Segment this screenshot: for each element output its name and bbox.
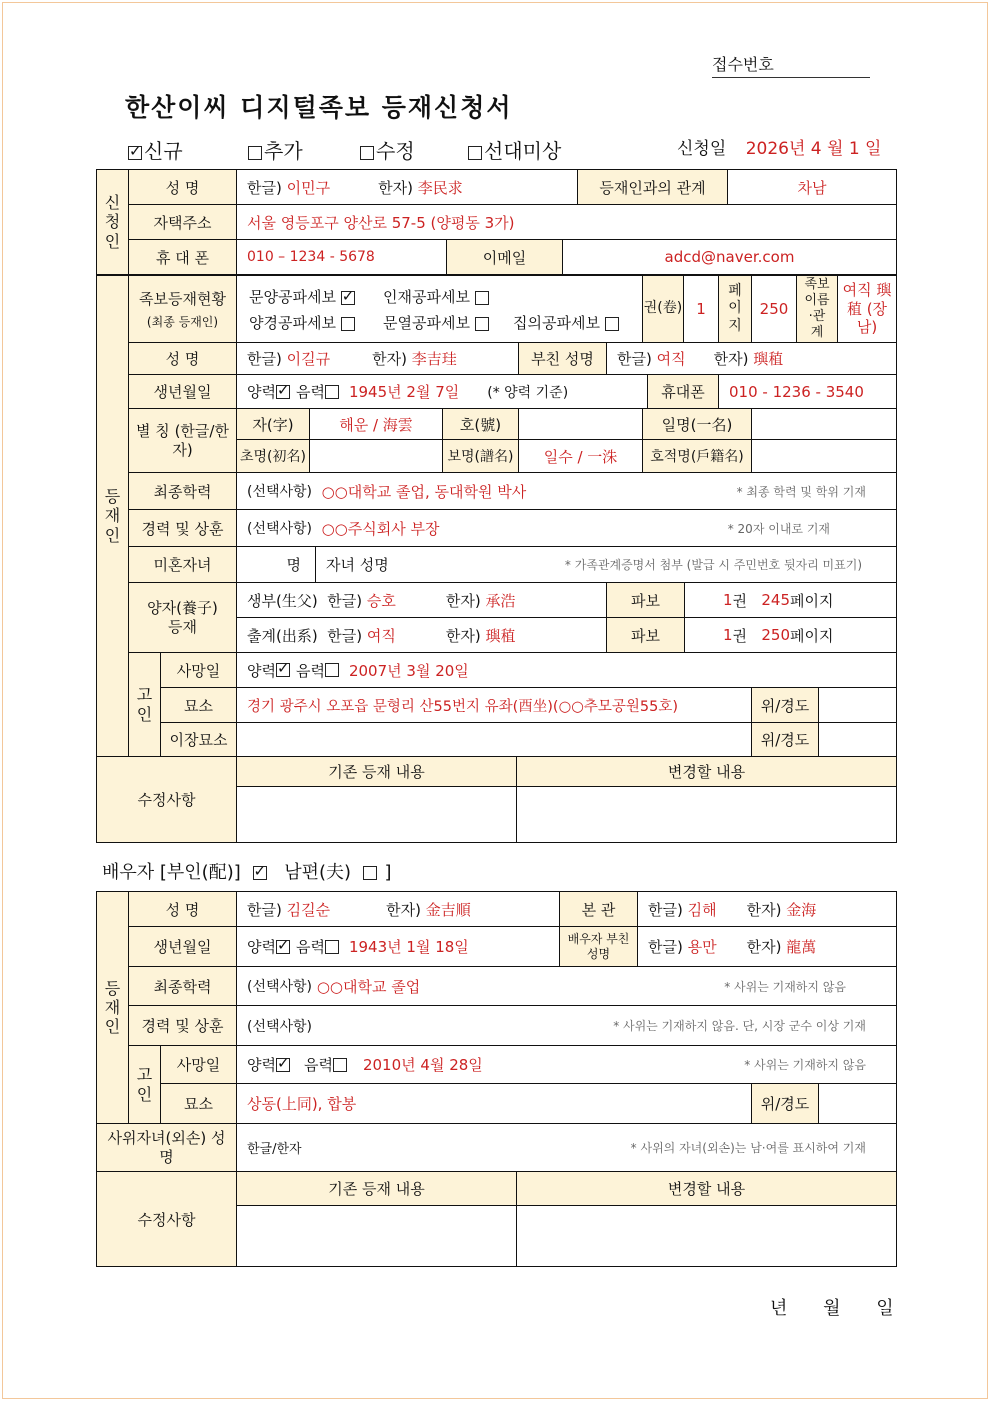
email-field[interactable]: adcd@naver.com bbox=[562, 239, 897, 275]
registrant-grave-label: 묘소 bbox=[160, 687, 237, 723]
spouse-birth-lunar-checkbox[interactable] bbox=[325, 940, 339, 954]
spouse-death-field[interactable]: 양력 ✓ 음력 2010년 4월 28일 * 사위는 기재하지 않음 bbox=[236, 1045, 897, 1084]
unmarried-children-label: 미혼자녀 bbox=[128, 546, 237, 583]
unmarried-names-field[interactable]: 자녀 성명 * 가족관계증명서 첨부 (발급 시 주민번호 뒷자리 미표기) bbox=[315, 546, 897, 583]
registrant-deceased-label: 고인 bbox=[128, 652, 161, 757]
moved-grave-field[interactable] bbox=[236, 722, 752, 757]
spouse-father-field[interactable]: 한글) 용만 한자) 龍萬 bbox=[637, 926, 897, 967]
moved-grave-label: 이장묘소 bbox=[160, 722, 237, 757]
ja-label: 자(字) bbox=[236, 408, 310, 440]
edit1-new-field[interactable] bbox=[516, 786, 897, 843]
relation-field[interactable]: 차남 bbox=[727, 169, 897, 205]
spouse-birth-label: 생년월일 bbox=[128, 926, 237, 967]
registrant-grave-coord-field[interactable] bbox=[818, 687, 897, 723]
receipt-number-label: 접수번호 bbox=[712, 55, 774, 74]
father-name-field[interactable]: 한글) 여직 한자) 璵稙 bbox=[606, 342, 897, 375]
registrant-phone-field[interactable]: 010 - 1236 - 3540 bbox=[718, 374, 897, 409]
spouse-bongwan-label: 본 관 bbox=[559, 891, 638, 927]
registrant-edu-field[interactable]: (선택사항) ○○대학교 졸업, 동대학원 박사 * 최종 학력 및 학위 기재 bbox=[236, 472, 897, 510]
edit2-old-label: 기존 등재 내용 bbox=[236, 1171, 517, 1206]
spouse-grave-field[interactable]: 상동(上同), 합봉 bbox=[236, 1083, 752, 1124]
type-new-option[interactable]: ✓신규 bbox=[128, 135, 183, 164]
edit2-label: 수정사항 bbox=[96, 1171, 237, 1267]
type-add-option[interactable]: 추가 bbox=[248, 135, 303, 164]
adopt-pabo-label: 파보 bbox=[606, 617, 685, 653]
genealogy-name-label: 족보이름·관계 bbox=[796, 275, 838, 343]
spouse-name-label: 성 명 bbox=[128, 891, 237, 927]
ho-field[interactable] bbox=[518, 408, 643, 440]
spouse-husband-checkbox[interactable] bbox=[363, 866, 377, 880]
applicant-section-label: 신청인 bbox=[96, 169, 129, 275]
edit2-new-label: 변경할 내용 bbox=[516, 1171, 897, 1206]
edit1-label: 수정사항 bbox=[96, 756, 237, 843]
registrant-career-field[interactable]: (선택사항) ○○주식회사 부장 * 20자 이내로 기재 bbox=[236, 509, 897, 547]
application-date-label: 신청일 bbox=[677, 139, 727, 159]
registrant-death-label: 사망일 bbox=[160, 652, 237, 688]
bomyeong-field[interactable]: 일수 / 一洙 bbox=[518, 439, 643, 473]
spouse-death-solar-checkbox[interactable] bbox=[276, 1058, 290, 1072]
application-date bbox=[677, 134, 881, 159]
applicant-name-han: 李民求 bbox=[417, 178, 463, 197]
spouse-edu-label: 최종학력 bbox=[128, 966, 237, 1006]
spouse-header: 배우자 [부인(配)] ✓ 남편(夫) ] bbox=[102, 858, 392, 884]
unmarried-count-field[interactable]: 명 bbox=[236, 546, 316, 583]
spouse-name-field[interactable]: 한글) 김길순 한자) 金吉順 bbox=[236, 891, 560, 927]
book-munyeol[interactable]: 문열공파세보 bbox=[383, 312, 491, 333]
registrant-birth-field[interactable]: 양력 ✓ 음력 1945년 2월 7일 (* 양력 기준) bbox=[236, 374, 648, 409]
relation-label: 등재인과의 관계 bbox=[577, 169, 728, 205]
sonin-label: 사위자녀(외손) 성명 bbox=[96, 1123, 237, 1172]
edit1-old-label: 기존 등재 내용 bbox=[236, 756, 517, 787]
bio-father-field[interactable]: 생부(生父) 한글) 승호 한자) 承浩 bbox=[236, 582, 607, 618]
spouse-death-label: 사망일 bbox=[160, 1045, 237, 1084]
genealogy-status-label: 족보등재현황 (최종 등재인) bbox=[128, 275, 237, 343]
ilmyeong-field[interactable] bbox=[751, 408, 897, 440]
registrant-career-label: 경력 및 상훈 bbox=[128, 509, 237, 547]
applicant-name-kor: 이민구 bbox=[286, 178, 331, 197]
ja-field[interactable]: 해운 / 海雲 bbox=[309, 408, 443, 440]
address-label: 자택주소 bbox=[128, 204, 237, 240]
type-new-checkbox[interactable] bbox=[128, 146, 142, 160]
genealogy-name-field[interactable]: 여직 璵稙 (장남) bbox=[837, 275, 897, 343]
adopt-out-field[interactable]: 출계(出系) 한글) 여직 한자) 璵稙 bbox=[236, 617, 607, 653]
registrant-phone-label: 휴대폰 bbox=[647, 374, 719, 409]
form-title: 한산이씨 디지털족보 등재신청서 bbox=[125, 93, 513, 122]
application-date-value[interactable]: 2026년 4 월 1 일 bbox=[745, 139, 882, 159]
applicant-phone-field[interactable]: 010 – 1234 - 5678 bbox=[236, 239, 447, 275]
spouse-grave-coord-label: 위/경도 bbox=[751, 1083, 819, 1124]
hojeok-field[interactable] bbox=[751, 439, 897, 473]
applicant-name-label: 성 명 bbox=[128, 169, 237, 205]
registrant-section-label: 등재인 bbox=[96, 275, 129, 757]
registrant-edu-label: 최종학력 bbox=[128, 472, 237, 510]
spouse-career-field[interactable]: (선택사항) * 사위는 기재하지 않음. 단, 시장 군수 이상 기재 bbox=[236, 1005, 897, 1046]
email-label: 이메일 bbox=[446, 239, 563, 275]
ilmyeong-label: 일명(一名) bbox=[642, 408, 752, 440]
ho-label: 호(號) bbox=[442, 408, 519, 440]
volume-field[interactable]: 1 bbox=[683, 275, 719, 343]
registrant-grave-coord-label: 위/경도 bbox=[751, 687, 819, 723]
edit2-old-field[interactable] bbox=[236, 1205, 517, 1267]
page-field[interactable]: 250 bbox=[751, 275, 797, 343]
spouse-edu-field[interactable]: (선택사항) ○○대학교 졸업 * 사위는 기재하지 않음 bbox=[236, 966, 897, 1006]
alias-label: 별 칭 (한글/한자) bbox=[128, 408, 237, 473]
edit1-new-label: 변경할 내용 bbox=[516, 756, 897, 787]
spouse-wife-checkbox[interactable] bbox=[253, 866, 267, 880]
applicant-name-field[interactable]: 한글) 이민구 한자) 李民求 bbox=[236, 169, 578, 205]
moved-grave-coord-label: 위/경도 bbox=[751, 722, 819, 757]
edit2-new-field[interactable] bbox=[516, 1205, 897, 1267]
death-lunar-checkbox[interactable] bbox=[325, 663, 339, 677]
chomyeong-field[interactable] bbox=[309, 439, 443, 473]
type-add-checkbox[interactable] bbox=[248, 146, 262, 160]
father-name-label: 부친 성명 bbox=[518, 342, 607, 375]
edit1-old-field[interactable] bbox=[236, 786, 517, 843]
receipt-number-field[interactable] bbox=[712, 52, 870, 78]
registrant-birth-label: 생년월일 bbox=[128, 374, 237, 409]
birth-lunar-checkbox[interactable] bbox=[325, 385, 339, 399]
hojeok-label: 호적명(戶籍名) bbox=[642, 439, 752, 473]
footer-date[interactable]: 년 월 일 bbox=[770, 1298, 894, 1319]
adoption-label: 양자(養子) 등재 bbox=[128, 582, 237, 653]
book-yanggyeong[interactable]: 양경공파세보 bbox=[249, 312, 357, 333]
book-jibui[interactable]: 집의공파세보 bbox=[513, 312, 621, 333]
address-field[interactable]: 서울 영등포구 양산로 57-5 (양평동 3가) bbox=[236, 204, 897, 240]
book-munyang[interactable]: 문양공파세보 ✓ bbox=[249, 286, 357, 307]
sonin-field[interactable]: 한글/한자 * 사위의 자녀(외손)는 남·여를 표시하여 기재 bbox=[236, 1123, 897, 1172]
registrant-name-label: 성 명 bbox=[128, 342, 237, 375]
bomyeong-label: 보명(譜名) bbox=[442, 439, 519, 473]
spouse-death-lunar-checkbox[interactable] bbox=[333, 1058, 347, 1072]
spouse-career-label: 경력 및 상훈 bbox=[128, 1005, 237, 1046]
bio-pabo-field[interactable]: 1 권 245 페이지 bbox=[684, 582, 897, 618]
book-injae[interactable]: 인재공파세보 bbox=[383, 286, 491, 307]
spouse-birth-solar-checkbox[interactable] bbox=[276, 940, 290, 954]
page-label: 페이지 bbox=[718, 275, 752, 343]
birth-solar-checkbox[interactable] bbox=[276, 385, 290, 399]
adopt-pabo-field[interactable]: 1 권 250 페이지 bbox=[684, 617, 897, 653]
applicant-phone-label: 휴 대 폰 bbox=[128, 239, 237, 275]
type-unknown-ancestor-checkbox[interactable] bbox=[468, 146, 482, 160]
spouse-father-label: 배우자 부친 성명 bbox=[559, 926, 638, 967]
moved-grave-coord-field[interactable] bbox=[818, 722, 897, 757]
spouse-section-label: 등재인 bbox=[96, 891, 129, 1124]
death-solar-checkbox[interactable] bbox=[276, 663, 290, 677]
spouse-grave-label: 묘소 bbox=[160, 1083, 237, 1124]
genealogy-books-field bbox=[236, 275, 643, 343]
spouse-birth-field[interactable]: 양력 ✓ 음력 1943년 1월 18일 bbox=[236, 926, 560, 967]
spouse-deceased-label: 고인 bbox=[128, 1045, 161, 1124]
registrant-name-field[interactable]: 한글) 이길규 한자) 李吉珪 bbox=[236, 342, 519, 375]
registrant-death-field[interactable]: 양력 ✓ 음력 2007년 3월 20일 bbox=[236, 652, 897, 688]
spouse-bongwan-field[interactable]: 한글) 김해 한자) 金海 bbox=[637, 891, 897, 927]
type-edit-checkbox[interactable] bbox=[360, 146, 374, 160]
chomyeong-label: 초명(初名) bbox=[236, 439, 310, 473]
type-edit-option[interactable]: 수정 bbox=[360, 135, 415, 164]
type-unknown-ancestor-option[interactable]: 선대미상 bbox=[468, 135, 561, 164]
volume-label: 권(卷) bbox=[642, 275, 684, 343]
registrant-grave-field[interactable]: 경기 광주시 오포읍 문형리 산55번지 유좌(酉坐)(○○추모공원55호) bbox=[236, 687, 752, 723]
bio-pabo-label: 파보 bbox=[606, 582, 685, 618]
spouse-grave-coord-field[interactable] bbox=[818, 1083, 897, 1124]
